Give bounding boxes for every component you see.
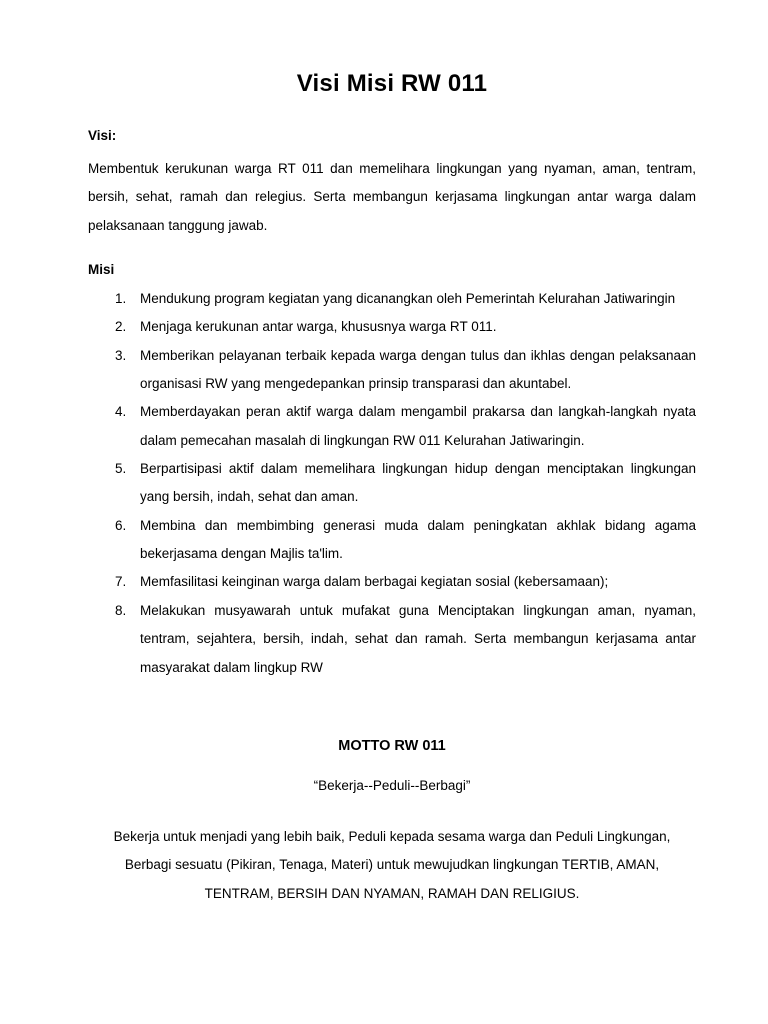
list-item: 5. Berpartisipasi aktif dalam memelihara lingkungan hidup dengan menciptakan lingkungan yang bersih, indah, sehat dan aman. xyxy=(130,455,696,512)
list-item: 8. Melakukan musyawarah untuk mufakat guna Menciptakan lingkungan aman, nyaman, tentram, sejahtera, bersih, indah, sehat dan ramah. Serta membangun kerjasama antar masyarakat dalam lingkup RW xyxy=(130,597,696,682)
visi-heading: Visi: xyxy=(88,128,117,143)
list-item: 1. Mendukung program kegiatan yang dicanangkan oleh Pemerintah Kelurahan Jatiwaringin xyxy=(130,285,696,313)
list-item: 3. Memberikan pelayanan terbaik kepada warga dengan tulus dan ikhlas dengan pelaksanaan organisasi RW yang mengedepankan prinsip transparasi dan akuntabel. xyxy=(130,342,696,399)
misi-list xyxy=(88,285,696,682)
motto-line: Bekerja untuk menjadi yang lebih baik, Peduli kepada sesama warga dan Peduli Lingkungan, xyxy=(113,828,671,844)
motto-title: MOTTO RW 011 xyxy=(338,737,446,754)
list-item: 6. Membina dan membimbing generasi muda dalam peningkatan akhlak bidang agama bekerjasama dengan Majlis ta'lim. xyxy=(130,512,696,569)
motto-body xyxy=(88,823,696,908)
list-item: 2. Menjaga kerukunan antar warga, khususnya warga RT 011. xyxy=(130,313,696,341)
list-item: 4. Memberdayakan peran aktif warga dalam mengambil prakarsa dan langkah-langkah nyata dalam pemecahan masalah di lingkungan RW 011 Kelurahan Jatiwaringin. xyxy=(130,398,696,455)
motto-line: TENTRAM, BERSIH DAN NYAMAN, RAMAH DAN RELIGIUS. xyxy=(204,885,580,901)
motto-quote: “Bekerja--Peduli--Berbagi” xyxy=(313,777,471,793)
list-item: 7. Memfasilitasi keinginan warga dalam berbagai kegiatan sosial (kebersamaan); xyxy=(130,568,696,596)
motto-line: Berbagi sesuatu (Pikiran, Tenaga, Materi) untuk mewujudkan lingkungan TERTIB, AMAN, xyxy=(124,857,660,873)
page-title: Visi Misi RW 011 xyxy=(296,70,488,97)
visi-paragraph: Membentuk kerukunan warga RT 011 dan memelihara lingkungan yang nyaman, aman, tentram, bersih, sehat, ramah dan relegius. Serta membangun kerjasama lingkungan antar warga dalam pelaksanaan tanggung jawab. xyxy=(88,161,696,233)
motto-section xyxy=(88,738,696,908)
misi-heading: Misi xyxy=(88,262,115,278)
